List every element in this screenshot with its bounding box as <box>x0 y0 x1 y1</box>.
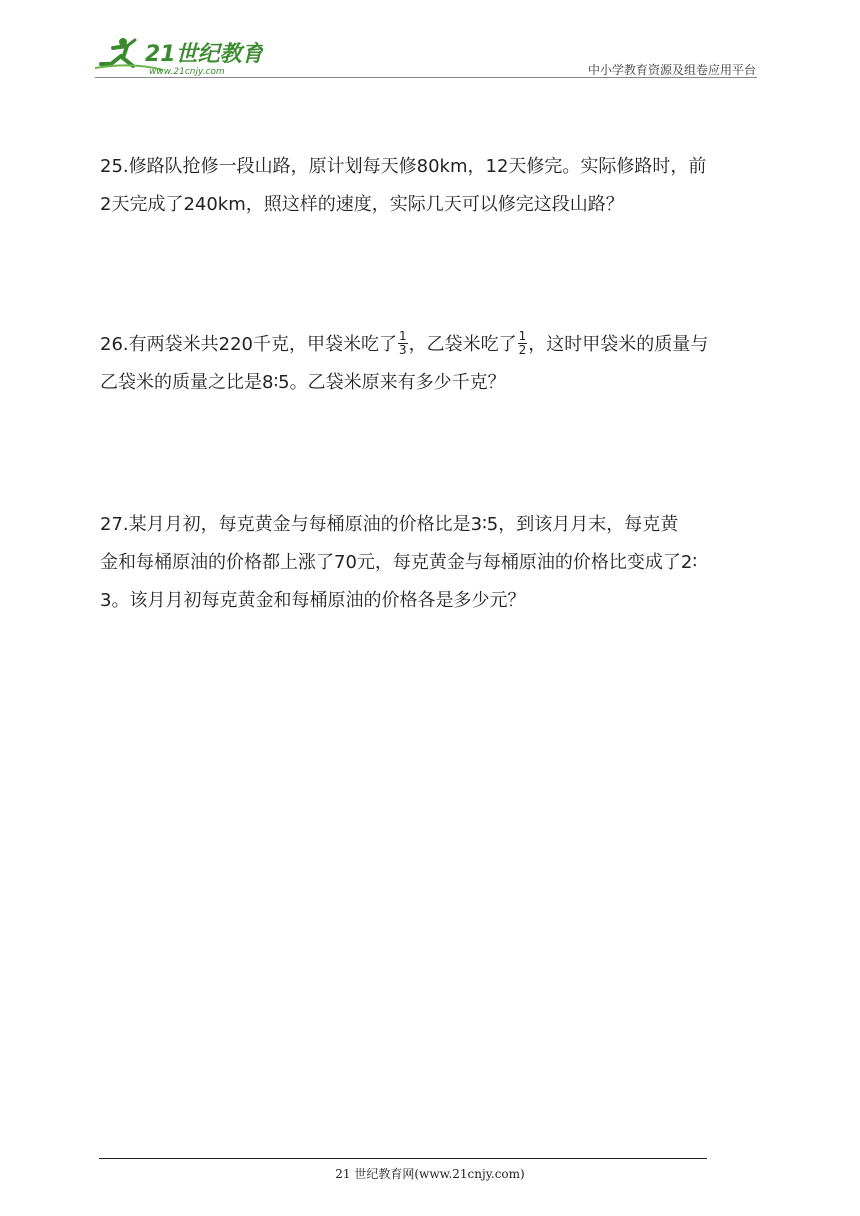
question-25-line-2: 2天完成了240km，照这样的速度，实际几天可以修完这段山路？ <box>100 194 624 215</box>
fraction-one-third <box>398 330 408 357</box>
footer-site-text[interactable]: 21 世纪教育网(www.21cnjy.com) <box>335 1167 525 1181</box>
question-26-line-1 <box>100 326 762 364</box>
page-header <box>0 0 860 90</box>
question-25-line-1 <box>100 148 762 186</box>
site-logo[interactable] <box>93 34 263 78</box>
runner-logo-icon <box>93 34 263 78</box>
question-25 <box>100 148 762 224</box>
svg-text:21世纪教育: 21世纪教育 <box>145 42 263 67</box>
question-26 <box>100 326 762 402</box>
question-26-line-2: 乙袋米的质量之比是8∶5。乙袋米原来有多少千克？ <box>100 372 506 393</box>
fraction-denominator: 3 <box>399 342 407 357</box>
header-platform-text: 中小学教育资源及组卷应用平台 <box>587 63 756 77</box>
question-number: 27. <box>100 514 129 535</box>
fraction-numerator: 1 <box>399 328 407 343</box>
fraction-denominator: 2 <box>518 342 527 357</box>
header-divider <box>95 77 757 78</box>
question-text: ，这时甲袋米的质量与 <box>528 334 709 355</box>
question-27-line-1 <box>100 506 762 544</box>
question-text: 修路队抢修一段山路，原计划每天修80km，12天修完。实际修路时，前 <box>128 156 707 177</box>
question-number: 26. <box>100 334 129 355</box>
question-27-line-2: 金和每桶原油的价格都上涨了70元，每克黄金与每桶原油的价格比变成了2∶ <box>100 552 698 573</box>
fraction-one-half <box>518 330 528 357</box>
svg-text:www.21cnjy.com: www.21cnjy.com <box>149 67 225 77</box>
fraction-numerator: 1 <box>518 328 527 343</box>
question-27 <box>100 506 762 620</box>
question-text: 有两袋米共220千克，甲袋米吃了 <box>128 334 397 355</box>
question-text: 某月月初，每克黄金与每桶原油的价格比是3∶5，到该月月末，每克黄 <box>128 514 679 535</box>
question-27-line-3: 3。该月月初每克黄金和每桶原油的价格各是多少元？ <box>100 590 526 611</box>
question-text: ，乙袋米吃了 <box>408 334 517 355</box>
question-number: 25. <box>100 156 129 177</box>
footer-divider <box>99 1158 707 1159</box>
